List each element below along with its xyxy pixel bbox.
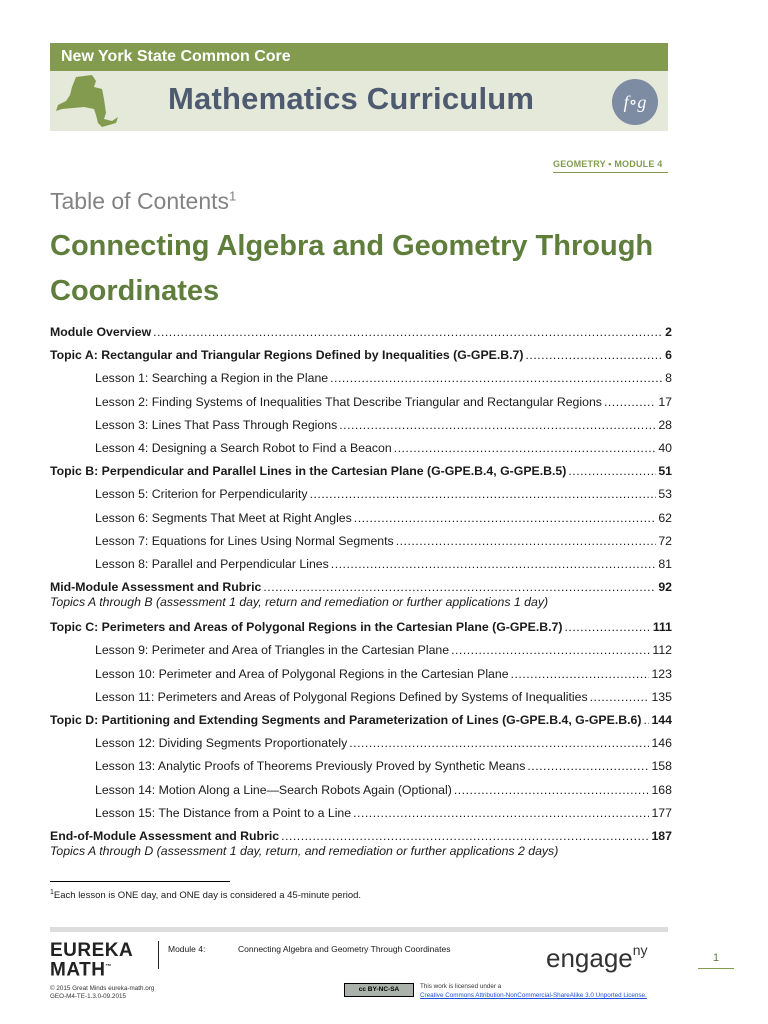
toc-dot-leader (527, 755, 649, 778)
license-link[interactable]: Creative Commons Attribution-NonCommercial-ShareAlike 3.0 Unported License. (420, 992, 647, 999)
engage-ny-mark: ny (632, 942, 648, 958)
toc-entry-title: Lesson 5: Criterion for Perpendicularity (95, 487, 308, 502)
toc-dot-leader (526, 344, 664, 367)
footnote-text: Each lesson is ONE day, and ONE day is considered a 45-minute period. (53, 890, 362, 902)
toc-page-number: 168 (651, 782, 672, 797)
toc-page-number: 53 (658, 487, 672, 502)
toc-entry-topic (50, 460, 672, 483)
curriculum-banner (50, 43, 668, 131)
toc-page-number: 144 (651, 713, 672, 727)
toc-entry-topic (50, 709, 672, 732)
engage-wordmark: engage (546, 943, 633, 973)
module-label: GEOMETRY • MODULE 4 (553, 159, 663, 169)
engageny-logo (546, 942, 648, 974)
toc-dot-leader (153, 321, 663, 344)
document-code: GEO-M4-TE-1.3.0-09.2015 (50, 993, 126, 1000)
toc-entry-lesson (50, 414, 672, 437)
toc-entry-title: Lesson 13: Analytic Proofs of Theorems Previously Proved by Synthetic Means (95, 759, 526, 774)
toc-entry-title: Lesson 3: Lines That Pass Through Regions (95, 417, 338, 432)
toc-dot-leader (310, 483, 657, 506)
toc-entry-title: Lesson 14: Motion Along a Line—Search Robots Again (Optional) (95, 782, 452, 797)
page-title: Connecting Algebra and Geometry Through Coordinates (50, 230, 654, 307)
module-label-underline (553, 172, 668, 173)
toc-page-number: 17 (658, 394, 672, 409)
toc-page-number: 62 (658, 510, 672, 525)
eureka-logo-line2: MATH (50, 959, 106, 981)
toc-dot-leader (394, 437, 657, 460)
toc-page-number: 81 (658, 556, 672, 571)
footer-module-description: Connecting Algebra and Geometry Through Coordinates (238, 944, 451, 954)
footnote (50, 889, 361, 901)
toc-entry-lesson (50, 483, 672, 506)
toc-page-number: 158 (651, 759, 672, 774)
toc-page-number: 6 (665, 348, 672, 363)
toc-entry-title: Lesson 2: Finding Systems of Inequalities That Describe Triangular and Rectangular Regions (95, 394, 602, 409)
footnote-divider (50, 881, 230, 882)
footer-rule (50, 927, 668, 932)
copyright-line: © 2015 Great Minds eureka-math.org (50, 985, 155, 992)
toc-page-number: 177 (651, 805, 672, 820)
toc-dot-leader (354, 507, 657, 530)
toc-page-number: 72 (658, 533, 672, 548)
toc-page-number: 146 (651, 736, 672, 751)
toc-entry-lesson (50, 732, 672, 755)
toc-entry-title: Lesson 8: Parallel and Perpendicular Lines (95, 556, 329, 571)
banner-body (50, 71, 668, 131)
toc-page-number: 187 (651, 828, 672, 843)
toc-dot-leader (568, 460, 656, 483)
toc-page-number: 28 (658, 417, 672, 432)
toc-entry-lesson (50, 779, 672, 802)
footnote-marker: 1 (50, 889, 54, 896)
toc-entry-title: Lesson 10: Perimeter and Area of Polygonal Regions in the Cartesian Plane (95, 666, 509, 681)
toc-entry-lesson (50, 553, 672, 576)
eureka-math-logo (50, 940, 134, 981)
toc-dot-leader (643, 709, 649, 732)
toc-entry-lesson (50, 391, 672, 414)
toc-dot-leader (451, 639, 650, 662)
toc-entry-title: Lesson 11: Perimeters and Areas of Polygonal Regions Defined by Systems of Inequalities (95, 689, 588, 704)
toc-dot-leader (331, 553, 657, 576)
page-number-underline (698, 968, 734, 969)
toc-dot-leader (564, 616, 650, 639)
toc-dot-leader (604, 391, 656, 414)
toc-entry-lesson (50, 639, 672, 662)
toc-page-number: 123 (651, 666, 672, 681)
toc-page-number: 135 (651, 689, 672, 704)
toc-entry-title: End-of-Module Assessment and Rubric (50, 828, 280, 843)
toc-dot-leader (339, 414, 656, 437)
toc-dot-leader (353, 802, 649, 825)
toc-entry-title: Lesson 4: Designing a Search Robot to Find a Beacon (95, 440, 392, 455)
toc-entry-lesson (50, 663, 672, 686)
toc-dot-leader (349, 732, 649, 755)
toc-page-number: 40 (658, 440, 672, 455)
toc-page-number: 112 (652, 643, 672, 658)
footer-divider (158, 941, 159, 969)
toc-entry-title: Lesson 7: Equations for Lines Using Normal Segments (95, 533, 394, 548)
banner-title: Mathematics Curriculum (168, 81, 535, 116)
license-text: This work is licensed under a (420, 983, 502, 990)
toc-heading-text: Table of Contents (50, 188, 230, 214)
toc-entry-lesson (50, 802, 672, 825)
toc-dot-leader (330, 367, 663, 390)
toc-page-number: 51 (658, 464, 672, 479)
toc-entry-title: Topic A: Rectangular and Triangular Regions Defined by Inequalities (G-GPE.B.7) (50, 348, 524, 363)
toc-heading (50, 188, 236, 215)
toc-entry-title: Lesson 6: Segments That Meet at Right Angles (95, 510, 352, 525)
toc-entry-title: Lesson 1: Searching a Region in the Plane (95, 371, 329, 386)
toc-dot-leader (590, 686, 650, 709)
toc-entry-title: Topic C: Perimeters and Areas of Polygonal Regions in the Cartesian Plane (G-GPE.B.7) (50, 620, 563, 635)
license-notice (420, 982, 647, 1000)
creative-commons-badge-icon: cc BY-NC-SA (344, 983, 414, 997)
toc-entry-lesson (50, 755, 672, 778)
trademark-mark: ™ (105, 964, 112, 970)
toc-entry-title: Lesson 12: Dividing Segments Proportionately (95, 736, 348, 751)
footer-module: Module 4: (168, 944, 206, 954)
toc-page-number: 92 (658, 580, 672, 595)
page-number: 1 (712, 952, 720, 964)
toc-entry-title: Module Overview (50, 325, 152, 339)
toc-entry-title: Topics A through D (assessment 1 day, return, and remediation or further applications 2 days) (50, 844, 559, 859)
toc-entry-lesson (50, 530, 672, 553)
toc-entry-title: Mid-Module Assessment and Rubric (50, 580, 262, 595)
toc-page-number: 2 (665, 325, 672, 339)
table-of-contents (50, 321, 672, 865)
banner-state-name: New York State Common Core (50, 43, 668, 71)
toc-entry-topic (50, 616, 672, 639)
toc-dot-leader (396, 530, 657, 553)
function-composition-logo: f∘g (612, 79, 658, 125)
toc-entry-lesson (50, 507, 672, 530)
new-york-state-map-icon (54, 73, 120, 129)
toc-page-number: 8 (665, 371, 672, 386)
copyright (50, 985, 154, 1001)
toc-entry-title: Topic D: Partitioning and Extending Segments and Parameterization of Lines (G-GPE.B.4, G-GPE.B.6) (50, 713, 642, 727)
eureka-logo-line1: EUREKA (50, 940, 134, 961)
toc-entry-title: Topics A through B (assessment 1 day, return and remediation or further applications 1 day) (50, 595, 549, 610)
toc-entry-title: Lesson 9: Perimeter and Area of Triangles in the Cartesian Plane (95, 643, 450, 658)
toc-entry-bold (50, 321, 672, 344)
toc-entry-title: Lesson 15: The Distance from a Point to a Line (95, 805, 352, 820)
toc-entry-lesson (50, 367, 672, 390)
toc-dot-leader (511, 663, 650, 686)
footnote-reference: 1 (229, 188, 237, 204)
toc-entry-title: Topic B: Perpendicular and Parallel Lines in the Cartesian Plane (G-GPE.B.4, G-GPE.B.5) (50, 464, 567, 479)
toc-entry-lesson (50, 437, 672, 460)
toc-page-number: 111 (652, 620, 672, 635)
toc-entry-lesson (50, 686, 672, 709)
toc-dot-leader (454, 779, 650, 802)
toc-entry-topic (50, 344, 672, 367)
